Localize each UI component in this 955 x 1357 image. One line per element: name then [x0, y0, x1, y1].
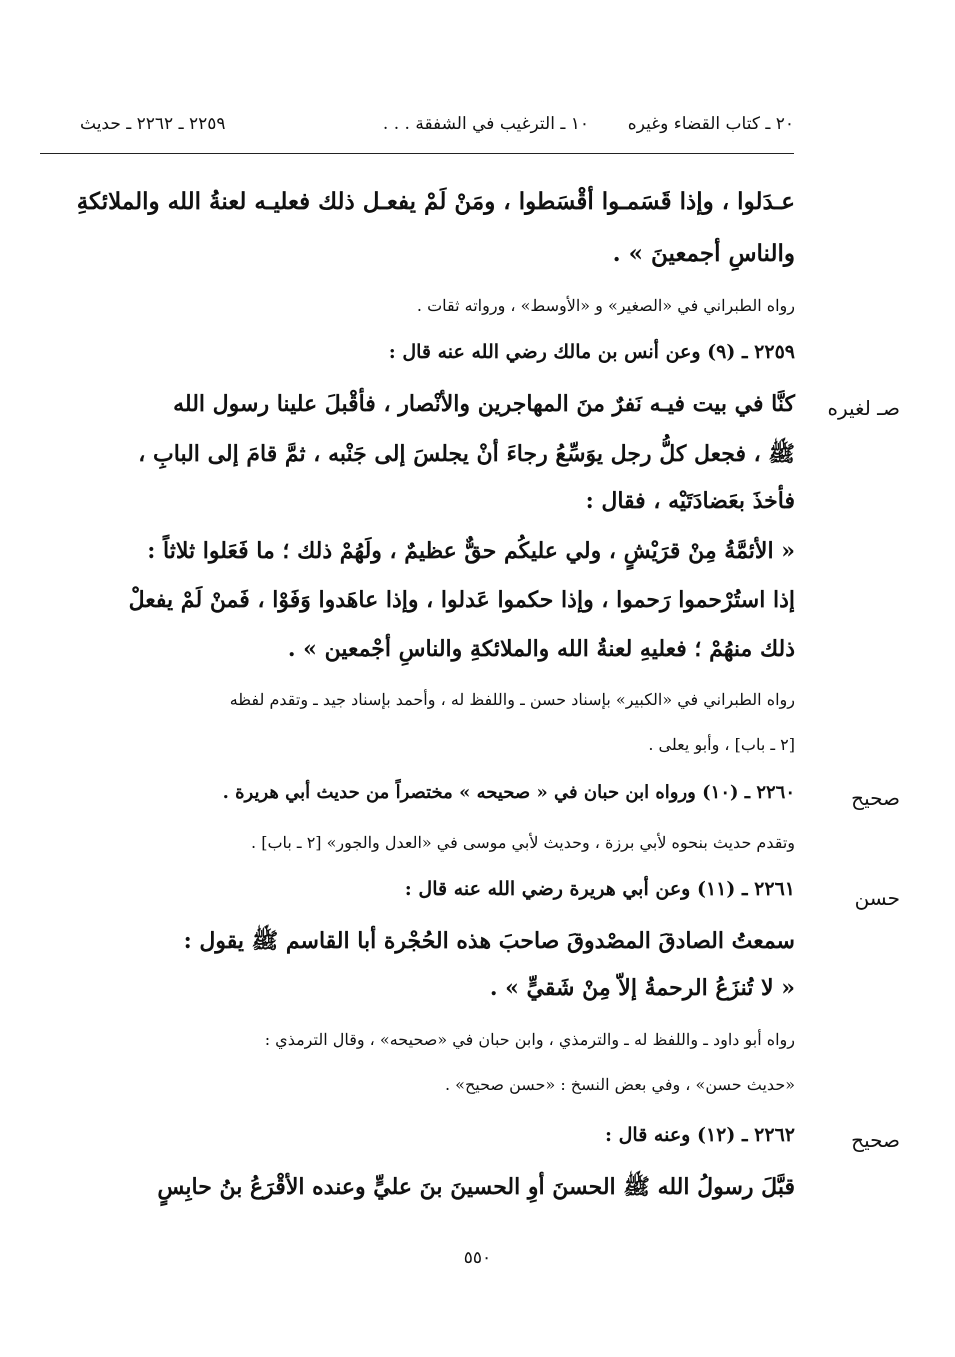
- text-line: فأخذَ بعَضادَتَيْه ، فقال :: [585, 488, 795, 514]
- source-note: رواه الطبراني في «الصغير» و «الأوسط» ، ورواته ثقات .: [416, 296, 795, 315]
- grade-label: صحيح: [851, 1128, 900, 1152]
- grade-label: حسن: [854, 886, 900, 910]
- hadith-heading: ٢٢٦١ ـ (١١) وعن أبي هريرة رضي الله عنه قال :: [404, 878, 795, 900]
- hadith-heading: ٢٢٦٢ ـ (١٢) وعنه قال :: [604, 1124, 795, 1146]
- text-line: قبَّلَ رسولُ الله ﷺ الحسنَ أوِ الحسينَ بنَ عليٍّ وعنده الأقْرَعُ بنُ حابِسٍ: [157, 1174, 795, 1200]
- header-book-title: ٢٠ ـ كتاب القضاء وغيره: [627, 114, 794, 134]
- source-note: «حديث حسن» ، وفي بعض النسخ : «حسن صحيح» .: [444, 1075, 795, 1094]
- text-line: كنَّا في بيت فيـه نَفرٌ منَ المهاجرين والأنْصار ، فأقْبلَ علينا رسول الله: [173, 391, 795, 417]
- text-line: عـدَلوا ، وإذا قَسَمـوا أقْسَطوا ، ومَنْ لَمْ يفعـل ذلك فعليـه لعنةُ الله والملائكةِ: [76, 188, 795, 215]
- hadith-heading: ٢٢٥٩ ـ (٩) وعن أنس بن مالك رضي الله عنه قال :: [388, 341, 795, 363]
- header-divider: [40, 153, 794, 154]
- page-number: ٥٥٠: [463, 1248, 492, 1268]
- source-note: وتقدم حديث بنحوه لأبي برزة ، وحديث لأبي موسى في «العدل والجور» [٢ ـ باب] .: [251, 833, 795, 852]
- running-header: [40, 108, 794, 142]
- source-note: [٢ ـ باب] ، وأبو يعلى .: [648, 735, 795, 754]
- header-hadith-range: ٢٢٥٩ ـ ٢٢٦٢ ـ حديث: [80, 114, 226, 134]
- source-note: رواه الطبراني في «الكبير» بإسناد حسن ـ واللفظ له ، وأحمد بإسناد جيد ـ وتقدم لفظه: [229, 690, 795, 709]
- text-line: « لا تُنزَعُ الرحمةُ إلاّ مِنْ شَقيٍّ » .: [489, 975, 795, 1001]
- text-line: إذا استُرْحموا رَحموا ، وإذا حكموا عَدلوا ، وإذا عاهَدوا وَفَوْا ، فَمنْ لَمْ يفعلْ: [128, 587, 795, 613]
- grade-label: صحيح: [851, 786, 900, 810]
- header-chapter-title: ١٠ ـ الترغيب في الشفقة . . .: [382, 114, 589, 134]
- text-line: سمعتُ الصادقَ المصْدوقَ صاحبَ هذه الحُجْرة أبا القاسم ﷺ يقول :: [183, 928, 795, 954]
- text-line: ﷺ ، فجعل كلُّ رجل يوَسِّعُ رجاءَ أنْ يجلسَ إلى جَنْبه ، ثمَّ قامَ إلى البابِ ،: [138, 441, 795, 467]
- text-line: والناسِ أجمعينَ » .: [612, 240, 795, 267]
- text-line: « الأئمَّةُ مِنْ قرَيْشٍ ، ولي عليكُم حقٌّ عظيمٌ ، ولَهُمْ ذلك ؛ ما فَعَلوا ثلاثاً :: [147, 538, 795, 564]
- text-line: ذلك منهُمْ ؛ فعليهِ لعنةُ الله والملائكةِ والناسِ أجْمعين » .: [287, 636, 795, 662]
- source-note: رواه أبو داود ـ واللفظ له ـ والترمذي ، وابن حبان في «صحيحه» ، وقال الترمذي :: [264, 1030, 795, 1049]
- grade-label: صـ لغيره: [827, 396, 900, 420]
- hadith-heading: ٢٢٦٠ ـ (١٠) ورواه ابن حبان في « صحيحه » مختصراً من حديث أبي هريرة .: [222, 782, 795, 803]
